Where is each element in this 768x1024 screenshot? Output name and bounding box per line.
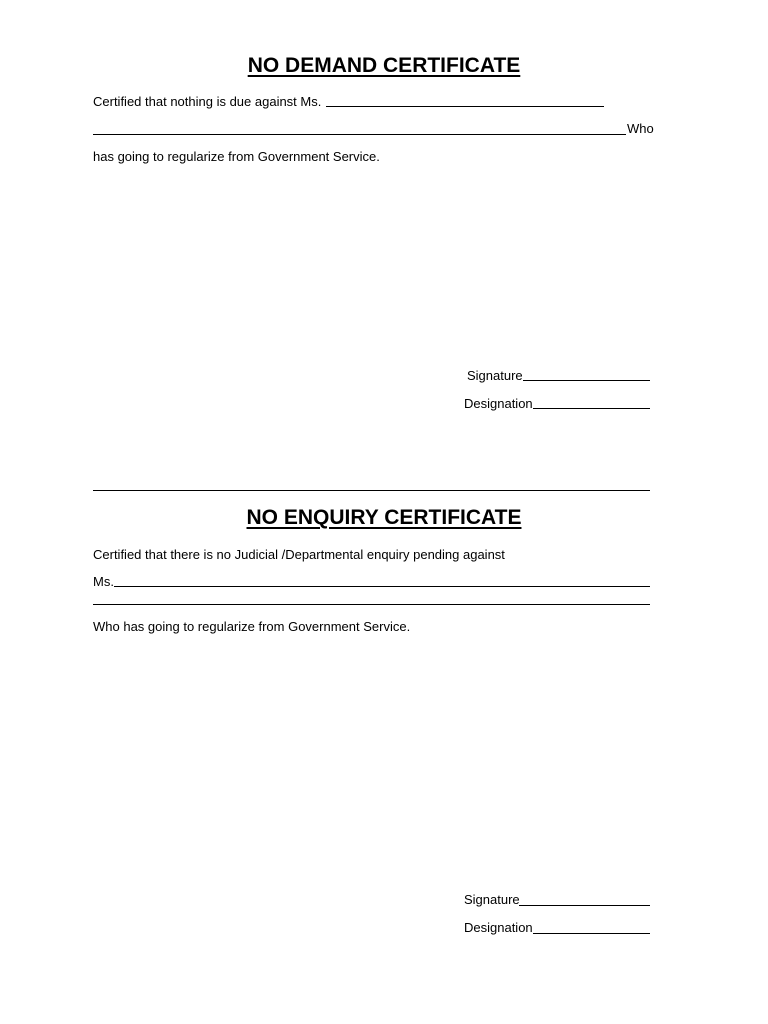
demand-line-2-suffix: Who bbox=[627, 121, 654, 136]
enquiry-name-blank[interactable] bbox=[114, 586, 650, 587]
enquiry-signature-blank[interactable] bbox=[519, 905, 650, 906]
demand-name-blank[interactable] bbox=[326, 106, 604, 107]
enquiry-designation-label: Designation bbox=[464, 920, 533, 935]
enquiry-designation-blank[interactable] bbox=[533, 933, 650, 934]
demand-line-1: Certified that nothing is due against Ms. bbox=[93, 94, 322, 109]
section-divider bbox=[93, 490, 650, 491]
enquiry-line-1: Certified that there is no Judicial /Departmental enquiry pending against bbox=[93, 547, 505, 562]
demand-name-blank-2[interactable] bbox=[93, 134, 626, 135]
demand-signature-label: Signature bbox=[467, 368, 523, 383]
enquiry-line-2-prefix: Ms. bbox=[93, 574, 114, 589]
demand-line-3: has going to regularize from Government Service. bbox=[93, 149, 380, 164]
enquiry-line-3: Who has going to regularize from Government Service. bbox=[93, 619, 411, 634]
enquiry-name-blank-2[interactable] bbox=[93, 604, 650, 605]
enquiry-title: NO ENQUIRY CERTIFICATE bbox=[246, 506, 522, 529]
demand-signature-blank[interactable] bbox=[523, 380, 650, 381]
demand-designation-blank[interactable] bbox=[533, 408, 650, 409]
demand-title: NO DEMAND CERTIFICATE bbox=[247, 54, 521, 77]
demand-designation-label: Designation bbox=[464, 396, 533, 411]
enquiry-signature-label: Signature bbox=[464, 892, 520, 907]
